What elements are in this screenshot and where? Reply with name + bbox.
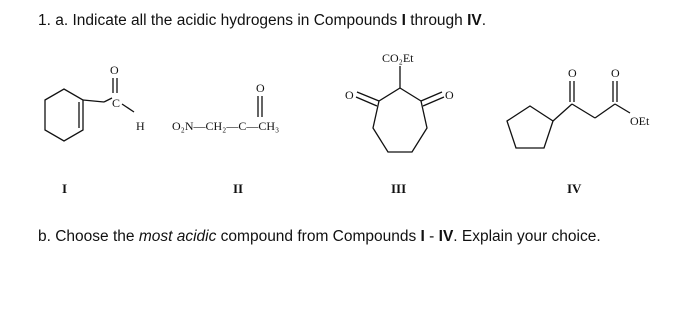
- compound-i-aldehyde-c: C: [112, 96, 121, 110]
- compound-iv-ester-oet: OEt: [630, 114, 650, 128]
- compound-iv-structure: [507, 66, 650, 196]
- question-b-suffix: . Explain your choice.: [453, 228, 601, 245]
- compound-iv-ester-carbonyl-o: O: [611, 66, 620, 80]
- question-a-prefix: 1. a. Indicate all the acidic hydrogens in Compounds: [38, 12, 402, 29]
- question-b-first-compound: I: [420, 228, 425, 245]
- compound-ii-structure: [172, 81, 279, 196]
- question-a-last-compound: IV: [467, 12, 482, 29]
- compound-iv-ketone-o: O: [568, 66, 577, 80]
- compound-i-carbonyl-o: O: [110, 63, 119, 77]
- compound-ii-formula: O₂N—CH₂—C—CH₃: [172, 119, 280, 133]
- question-b: [38, 228, 601, 246]
- compound-i-structure: [45, 63, 145, 196]
- question-a-first-compound: I: [401, 12, 406, 29]
- compound-iii-left-o: O: [345, 88, 354, 102]
- question-b-dash: -: [424, 228, 439, 245]
- question-b-emphasis: most acidic: [138, 228, 217, 245]
- compound-iii-label: III: [391, 181, 407, 196]
- compound-iii-right-o: O: [445, 88, 454, 102]
- compound-iii-structure: [345, 51, 454, 196]
- compound-ii-carbonyl-o: O: [256, 81, 265, 95]
- question-a-middle: through: [405, 12, 468, 29]
- compound-i-aldehyde-h: H: [136, 119, 145, 133]
- compound-i-label: I: [62, 181, 68, 196]
- question-b-prefix: b. Choose the: [38, 228, 139, 245]
- compound-iii-ester: CO₂Et: [382, 51, 414, 65]
- question-b-middle: compound from Compounds: [216, 228, 421, 245]
- compound-iv-label: IV: [567, 181, 582, 196]
- question-b-last-compound: IV: [438, 228, 454, 245]
- compound-ii-label: II: [233, 181, 244, 196]
- question-a-suffix: .: [481, 12, 487, 29]
